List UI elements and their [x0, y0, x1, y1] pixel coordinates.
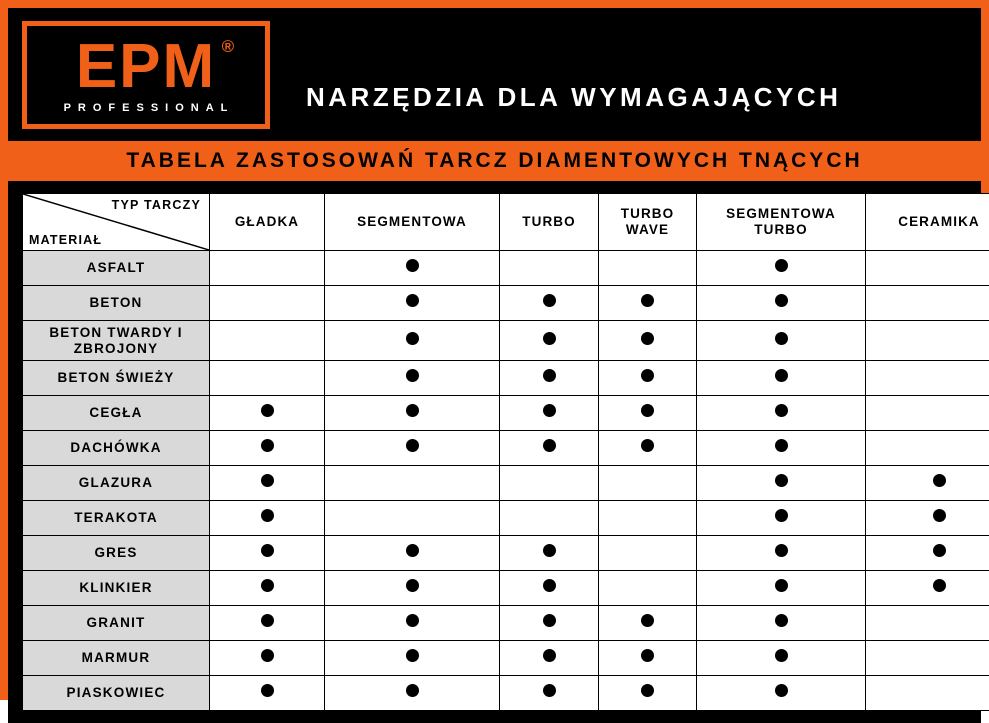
material-label: GRES [23, 536, 210, 571]
bullet-dot-icon [641, 649, 654, 662]
registered-trademark-icon: ® [222, 38, 237, 55]
bullet-dot-icon [406, 544, 419, 557]
bullet-dot-icon [543, 579, 556, 592]
material-label: GLAZURA [23, 466, 210, 501]
compatibility-cell-marked [325, 571, 500, 606]
bullet-dot-icon [775, 259, 788, 272]
compatibility-cell-empty [599, 571, 697, 606]
compatibility-cell-marked [697, 676, 866, 711]
compatibility-cell-empty [866, 361, 989, 396]
compatibility-cell-empty [599, 501, 697, 536]
applications-table [22, 193, 989, 711]
bullet-dot-icon [261, 579, 274, 592]
compatibility-cell-marked [210, 571, 325, 606]
compatibility-cell-marked [866, 536, 989, 571]
compatibility-cell-marked [697, 361, 866, 396]
material-label: BETON [23, 286, 210, 321]
compatibility-cell-empty [210, 286, 325, 321]
compatibility-cell-marked [210, 431, 325, 466]
material-label: CEGŁA [23, 396, 210, 431]
compatibility-cell-empty [500, 466, 599, 501]
compatibility-cell-marked [697, 431, 866, 466]
bullet-dot-icon [261, 509, 274, 522]
column-header-2: TURBO [500, 194, 599, 251]
column-header-4: SEGMENTOWA TURBO [697, 194, 866, 251]
corner-bottom-label: MATERIAŁ [29, 233, 102, 247]
compatibility-cell-marked [599, 396, 697, 431]
bullet-dot-icon [406, 259, 419, 272]
bullet-dot-icon [261, 649, 274, 662]
compatibility-cell-empty [210, 361, 325, 396]
compatibility-cell-marked [500, 536, 599, 571]
bullet-dot-icon [406, 614, 419, 627]
bullet-dot-icon [775, 649, 788, 662]
compatibility-cell-marked [599, 431, 697, 466]
compatibility-cell-marked [210, 501, 325, 536]
table-row [23, 571, 989, 606]
table-row [23, 466, 989, 501]
compatibility-cell-marked [325, 361, 500, 396]
bullet-dot-icon [775, 474, 788, 487]
compatibility-cell-marked [599, 321, 697, 361]
bullet-dot-icon [775, 332, 788, 345]
compatibility-cell-marked [866, 571, 989, 606]
material-label: BETON ŚWIEŻY [23, 361, 210, 396]
table-row [23, 641, 989, 676]
compatibility-cell-marked [697, 466, 866, 501]
bullet-dot-icon [543, 294, 556, 307]
table-row [23, 321, 989, 361]
compatibility-cell-empty [599, 466, 697, 501]
compatibility-cell-marked [210, 466, 325, 501]
compatibility-cell-marked [697, 286, 866, 321]
poster-inner [8, 8, 981, 692]
compatibility-cell-marked [697, 501, 866, 536]
bullet-dot-icon [543, 684, 556, 697]
bullet-dot-icon [641, 439, 654, 452]
compatibility-cell-marked [325, 606, 500, 641]
compatibility-cell-empty [866, 251, 989, 286]
compatibility-cell-marked [500, 571, 599, 606]
compatibility-cell-empty [866, 286, 989, 321]
compatibility-cell-marked [599, 286, 697, 321]
footer-spacer [8, 711, 981, 723]
compatibility-cell-marked [500, 361, 599, 396]
bullet-dot-icon [641, 294, 654, 307]
compatibility-cell-marked [325, 321, 500, 361]
compatibility-cell-marked [500, 606, 599, 641]
compatibility-cell-empty [210, 251, 325, 286]
column-header-0: GŁADKA [210, 194, 325, 251]
table-row [23, 536, 989, 571]
compatibility-cell-empty [866, 641, 989, 676]
bullet-dot-icon [933, 544, 946, 557]
material-label: GRANIT [23, 606, 210, 641]
logo-wordmark [76, 36, 216, 98]
table-corner-header [23, 194, 210, 251]
compatibility-cell-empty [866, 676, 989, 711]
bullet-dot-icon [933, 509, 946, 522]
bullet-dot-icon [261, 544, 274, 557]
compatibility-cell-marked [697, 396, 866, 431]
compatibility-cell-empty [599, 536, 697, 571]
table-row [23, 251, 989, 286]
table-row [23, 606, 989, 641]
bullet-dot-icon [261, 404, 274, 417]
bullet-dot-icon [406, 439, 419, 452]
compatibility-cell-empty [866, 321, 989, 361]
compatibility-cell-empty [500, 251, 599, 286]
compatibility-cell-marked [500, 676, 599, 711]
compatibility-cell-marked [697, 321, 866, 361]
table-row [23, 501, 989, 536]
compatibility-cell-empty [866, 431, 989, 466]
bullet-dot-icon [775, 294, 788, 307]
material-label: DACHÓWKA [23, 431, 210, 466]
compatibility-cell-marked [599, 606, 697, 641]
column-header-5: CERAMIKA [866, 194, 989, 251]
title-bar [8, 141, 981, 181]
compatibility-cell-marked [697, 571, 866, 606]
table-row [23, 396, 989, 431]
bullet-dot-icon [641, 369, 654, 382]
compatibility-cell-empty [500, 501, 599, 536]
bullet-dot-icon [543, 332, 556, 345]
compatibility-cell-marked [210, 641, 325, 676]
compatibility-cell-marked [697, 536, 866, 571]
bullet-dot-icon [406, 294, 419, 307]
compatibility-cell-empty [325, 501, 500, 536]
logo-text: EPM [76, 32, 216, 101]
table-container [8, 181, 981, 711]
logo [22, 21, 270, 129]
material-label: KLINKIER [23, 571, 210, 606]
logo-subtitle: PROFESSIONAL [58, 102, 235, 114]
table-row [23, 286, 989, 321]
bullet-dot-icon [543, 544, 556, 557]
bullet-dot-icon [933, 579, 946, 592]
compatibility-cell-marked [500, 641, 599, 676]
compatibility-cell-marked [325, 676, 500, 711]
compatibility-cell-marked [599, 361, 697, 396]
bullet-dot-icon [261, 439, 274, 452]
bullet-dot-icon [406, 579, 419, 592]
table-body [23, 251, 989, 711]
table-row [23, 676, 989, 711]
column-header-1: SEGMENTOWA [325, 194, 500, 251]
page-title: TABELA ZASTOSOWAŃ TARCZ DIAMENTOWYCH TNĄCYCH [126, 149, 862, 173]
compatibility-cell-marked [210, 676, 325, 711]
compatibility-cell-empty [866, 396, 989, 431]
bullet-dot-icon [775, 404, 788, 417]
tagline: NARZĘDZIA DLA WYMAGAJĄCYCH [306, 36, 841, 113]
compatibility-cell-marked [325, 286, 500, 321]
compatibility-cell-marked [325, 396, 500, 431]
bullet-dot-icon [775, 684, 788, 697]
compatibility-cell-marked [325, 251, 500, 286]
bullet-dot-icon [775, 614, 788, 627]
compatibility-cell-marked [210, 606, 325, 641]
compatibility-cell-marked [866, 466, 989, 501]
column-header-3: TURBO WAVE [599, 194, 697, 251]
compatibility-cell-empty [599, 251, 697, 286]
bullet-dot-icon [775, 369, 788, 382]
compatibility-cell-marked [599, 641, 697, 676]
compatibility-cell-marked [325, 536, 500, 571]
table-row [23, 361, 989, 396]
material-label: PIASKOWIEC [23, 676, 210, 711]
bullet-dot-icon [641, 614, 654, 627]
compatibility-cell-marked [500, 396, 599, 431]
table-header-row [23, 194, 989, 251]
bullet-dot-icon [543, 369, 556, 382]
corner-top-label: TYP TARCZY [112, 198, 201, 212]
bullet-dot-icon [543, 404, 556, 417]
bullet-dot-icon [641, 404, 654, 417]
compatibility-cell-marked [866, 501, 989, 536]
bullet-dot-icon [406, 332, 419, 345]
bullet-dot-icon [406, 684, 419, 697]
compatibility-cell-marked [697, 606, 866, 641]
compatibility-cell-empty [866, 606, 989, 641]
bullet-dot-icon [406, 369, 419, 382]
compatibility-cell-marked [325, 641, 500, 676]
bullet-dot-icon [543, 649, 556, 662]
bullet-dot-icon [641, 332, 654, 345]
compatibility-cell-marked [500, 431, 599, 466]
material-label: TERAKOTA [23, 501, 210, 536]
bullet-dot-icon [543, 614, 556, 627]
material-label: BETON TWARDY I ZBROJONY [23, 321, 210, 361]
bullet-dot-icon [933, 474, 946, 487]
bullet-dot-icon [641, 684, 654, 697]
bullet-dot-icon [775, 579, 788, 592]
bullet-dot-icon [261, 474, 274, 487]
bullet-dot-icon [775, 509, 788, 522]
bullet-dot-icon [775, 439, 788, 452]
compatibility-cell-marked [697, 641, 866, 676]
table-row [23, 431, 989, 466]
table-head [23, 194, 989, 251]
bullet-dot-icon [775, 544, 788, 557]
compatibility-cell-marked [500, 321, 599, 361]
bullet-dot-icon [261, 614, 274, 627]
header [8, 8, 981, 141]
compatibility-cell-marked [697, 251, 866, 286]
compatibility-cell-marked [325, 431, 500, 466]
compatibility-cell-marked [599, 676, 697, 711]
material-label: MARMUR [23, 641, 210, 676]
material-label: ASFALT [23, 251, 210, 286]
compatibility-cell-marked [210, 536, 325, 571]
compatibility-cell-marked [210, 396, 325, 431]
compatibility-cell-marked [500, 286, 599, 321]
bullet-dot-icon [406, 649, 419, 662]
compatibility-cell-empty [210, 321, 325, 361]
bullet-dot-icon [261, 684, 274, 697]
bullet-dot-icon [543, 439, 556, 452]
bullet-dot-icon [406, 404, 419, 417]
compatibility-cell-empty [325, 466, 500, 501]
